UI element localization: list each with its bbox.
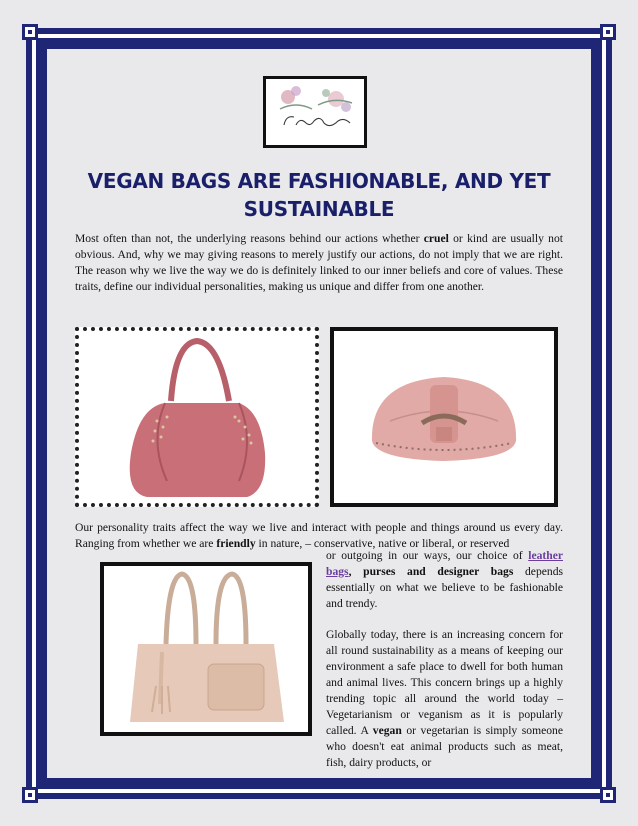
para3-text-1: Globally today, there is an increasing concern for all round sustainability as a means of keeping our environment a safe place to dwell for both human and animal lives. This concern brings up a highly trending topic all around the world today – Vegetarianism or veganism as it is popularly called. A <box>326 628 563 737</box>
bag-choice-paragraph <box>326 548 563 612</box>
corner-ornament-top-left <box>22 24 38 40</box>
para2-text-2: in nature, – conservative, native or liberal, or reserved <box>255 537 510 550</box>
beige-tote-bag-image <box>104 566 308 732</box>
corner-ornament-top-right <box>600 24 616 40</box>
para2-bold-friendly: friendly <box>216 537 256 550</box>
leather-bags-link[interactable]: leather bags <box>326 549 563 578</box>
brand-logo <box>263 76 367 148</box>
article-title: VEGAN BAGS ARE FASHIONABLE, AND YET SUSTAINABLE <box>87 169 551 221</box>
para2-text-1: Our personality traits affect the way we live and interact with people and things around us every day. Ranging from whether we are <box>75 521 563 550</box>
corner-ornament-bottom-left <box>22 787 38 803</box>
para3-text-2: or vegetarian is simply someone who doesn't eat animal products such as meat, fish, dairy products, or <box>326 724 563 769</box>
para2-cont-bold-purses: purses and designer bags <box>363 565 514 578</box>
floral-logo-graphic <box>266 79 364 145</box>
para2-cont-sep: , <box>348 565 364 578</box>
para3-bold-vegan: vegan <box>372 724 402 737</box>
para2-cont-text-2: depends essentially on what we believe to be fashionable and trendy. <box>326 565 564 610</box>
sustainability-paragraph <box>326 627 563 771</box>
intro-text-2: or kind are usually not obvious. And, why we may giving reasons to merely justify our actions, do not imply that we are right. The reason why we live the way we do is definitely linked to our inner beliefs and core of values. These traits, define our individual personalities, making us unique and differ from one another. <box>75 232 563 293</box>
corner-ornament-bottom-right <box>600 787 616 803</box>
photo-blush-saddle-bag <box>330 327 558 507</box>
pink-hobo-bag-image <box>79 331 315 503</box>
photo-pink-hobo-bag <box>75 327 319 507</box>
photo-beige-tote-bag <box>100 562 312 736</box>
intro-paragraph <box>75 231 563 295</box>
intro-text-1: Most often than not, the underlying reasons behind our actions whether <box>75 232 424 245</box>
para2-cont-text-1: or outgoing in our ways, our choice of <box>326 549 529 562</box>
blush-saddle-bag-image <box>334 331 554 503</box>
intro-bold-cruel: cruel <box>423 232 449 245</box>
